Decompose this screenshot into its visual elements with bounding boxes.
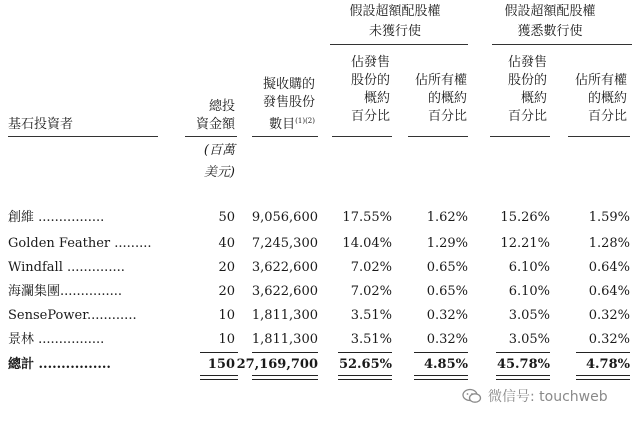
sum-rule bbox=[200, 352, 238, 353]
row-pct-total-a: 0.65% bbox=[426, 260, 468, 275]
unit-line: 美元) bbox=[203, 165, 235, 180]
row-pct-offer-b: 6.10% bbox=[508, 260, 550, 275]
header-underline bbox=[332, 136, 392, 137]
row-amount: 50 bbox=[218, 210, 235, 225]
row-shares: 7,245,300 bbox=[251, 236, 318, 251]
header-line: 百分比 bbox=[587, 109, 627, 124]
total-row bbox=[0, 354, 640, 376]
table-row bbox=[0, 305, 640, 327]
row-pct-total-b: 0.64% bbox=[588, 260, 630, 275]
row-pct-total-a: 0.32% bbox=[426, 308, 468, 323]
total-pct-offer-a: 52.65% bbox=[338, 357, 392, 372]
table-row bbox=[0, 281, 640, 303]
row-pct-offer-b: 3.05% bbox=[508, 332, 550, 347]
investor-name: 創維 ................ bbox=[8, 210, 105, 225]
row-amount: 40 bbox=[218, 236, 235, 251]
total-label: 總計 ................ bbox=[8, 357, 111, 372]
total-shares: 27,169,700 bbox=[236, 357, 318, 372]
group-title: 假設超額配股權 bbox=[504, 4, 596, 19]
row-pct-offer-b: 6.10% bbox=[508, 284, 550, 299]
wechat-icon bbox=[462, 388, 482, 404]
header-investor: 基石投資者 bbox=[8, 117, 74, 132]
header-line: 百分比 bbox=[427, 109, 467, 124]
group-header-fully-exercised bbox=[485, 2, 615, 42]
investor-name: 景林 ................ bbox=[8, 332, 105, 347]
table-row bbox=[0, 329, 640, 351]
sum-rule bbox=[576, 352, 630, 353]
sum-rule bbox=[496, 352, 550, 353]
group-title: 假設超額配股權 bbox=[349, 4, 441, 19]
row-shares: 1,811,300 bbox=[251, 308, 318, 323]
row-pct-total-b: 1.28% bbox=[588, 236, 630, 251]
total-amount: 150 bbox=[207, 357, 235, 372]
header-line: 的概約 bbox=[587, 91, 627, 106]
header-line: 的概約 bbox=[427, 91, 467, 106]
table-row bbox=[0, 257, 640, 279]
header-underline bbox=[8, 136, 158, 137]
row-pct-total-b: 1.59% bbox=[588, 210, 630, 225]
row-shares: 9,056,600 bbox=[251, 210, 318, 225]
total-pct-total-a: 4.85% bbox=[423, 357, 468, 372]
row-pct-total-a: 1.29% bbox=[426, 236, 468, 251]
header-investment bbox=[180, 98, 235, 134]
header-underline bbox=[568, 136, 630, 137]
header-line: 百分比 bbox=[350, 109, 390, 124]
header-line: 概約 bbox=[520, 91, 547, 106]
row-pct-offer-a: 7.02% bbox=[350, 260, 392, 275]
sum-rule bbox=[414, 352, 468, 353]
header-line: 股份的 bbox=[350, 73, 390, 88]
double-underline bbox=[414, 375, 468, 380]
total-pct-total-b: 4.78% bbox=[585, 357, 630, 372]
header-underline bbox=[490, 136, 550, 137]
row-pct-total-b: 0.32% bbox=[588, 308, 630, 323]
row-pct-offer-b: 3.05% bbox=[508, 308, 550, 323]
footnote-ref: (1)(2) bbox=[295, 117, 315, 125]
row-pct-offer-a: 17.55% bbox=[342, 210, 392, 225]
investor-name: 海瀾集團............... bbox=[8, 284, 122, 299]
header-line: 發售股份 bbox=[262, 95, 315, 110]
row-shares: 1,811,300 bbox=[251, 332, 318, 347]
header-line: 佔發售 bbox=[507, 55, 547, 70]
header-line: 擬收購的 bbox=[262, 77, 315, 92]
double-underline bbox=[200, 375, 238, 380]
header-underline bbox=[185, 136, 237, 137]
header-underline bbox=[252, 136, 318, 137]
row-pct-total-b: 0.64% bbox=[588, 284, 630, 299]
row-shares: 3,622,600 bbox=[251, 284, 318, 299]
group-subtitle: 獲悉數行使 bbox=[517, 24, 583, 39]
header-line: 總投 bbox=[208, 99, 235, 114]
header-line: 佔發售 bbox=[350, 55, 390, 70]
row-pct-offer-a: 3.51% bbox=[350, 332, 392, 347]
header-line: 資金額 bbox=[195, 117, 235, 132]
header-line: 百分比 bbox=[507, 109, 547, 124]
unit-label bbox=[180, 140, 235, 184]
header-shares bbox=[250, 76, 315, 134]
group-header-not-exercised bbox=[330, 2, 460, 42]
header-pct-offer-a bbox=[330, 54, 390, 126]
double-underline bbox=[496, 375, 550, 380]
row-pct-offer-a: 14.04% bbox=[342, 236, 392, 251]
table-row bbox=[0, 233, 640, 255]
row-amount: 20 bbox=[218, 260, 235, 275]
header-text: 數目 bbox=[269, 117, 296, 132]
header-pct-total-b bbox=[565, 72, 627, 126]
group-subtitle: 未獲行使 bbox=[368, 24, 421, 39]
header-pct-total-a bbox=[405, 72, 467, 126]
header-line: 股份的 bbox=[507, 73, 547, 88]
investor-name: SensePower............ bbox=[8, 308, 137, 323]
header-line bbox=[250, 112, 315, 134]
group-underline bbox=[330, 44, 468, 45]
header-line: 佔所有權 bbox=[414, 73, 467, 88]
row-shares: 3,622,600 bbox=[251, 260, 318, 275]
total-pct-offer-b: 45.78% bbox=[496, 357, 550, 372]
row-pct-offer-b: 12.21% bbox=[500, 236, 550, 251]
row-amount: 10 bbox=[218, 332, 235, 347]
row-amount: 10 bbox=[218, 308, 235, 323]
double-underline bbox=[338, 375, 392, 380]
double-underline bbox=[252, 375, 318, 380]
unit-line: (百萬 bbox=[203, 143, 235, 158]
row-amount: 20 bbox=[218, 284, 235, 299]
watermark-text: 微信号: touchweb bbox=[488, 389, 608, 405]
header-line: 佔所有權 bbox=[574, 73, 627, 88]
table-row bbox=[0, 207, 640, 229]
watermark bbox=[462, 386, 608, 406]
investor-name: Windfall .............. bbox=[8, 260, 125, 275]
row-pct-total-a: 0.32% bbox=[426, 332, 468, 347]
row-pct-total-a: 1.62% bbox=[426, 210, 468, 225]
sum-rule bbox=[338, 352, 392, 353]
double-underline bbox=[576, 375, 630, 380]
group-underline bbox=[492, 44, 632, 45]
row-pct-total-a: 0.65% bbox=[426, 284, 468, 299]
investor-name: Golden Feather ......... bbox=[8, 236, 152, 251]
sum-rule bbox=[252, 352, 318, 353]
row-pct-offer-a: 3.51% bbox=[350, 308, 392, 323]
row-pct-total-b: 0.32% bbox=[588, 332, 630, 347]
row-pct-offer-b: 15.26% bbox=[500, 210, 550, 225]
row-pct-offer-a: 7.02% bbox=[350, 284, 392, 299]
header-underline bbox=[408, 136, 468, 137]
header-line: 概約 bbox=[363, 91, 390, 106]
header-pct-offer-b bbox=[485, 54, 547, 126]
